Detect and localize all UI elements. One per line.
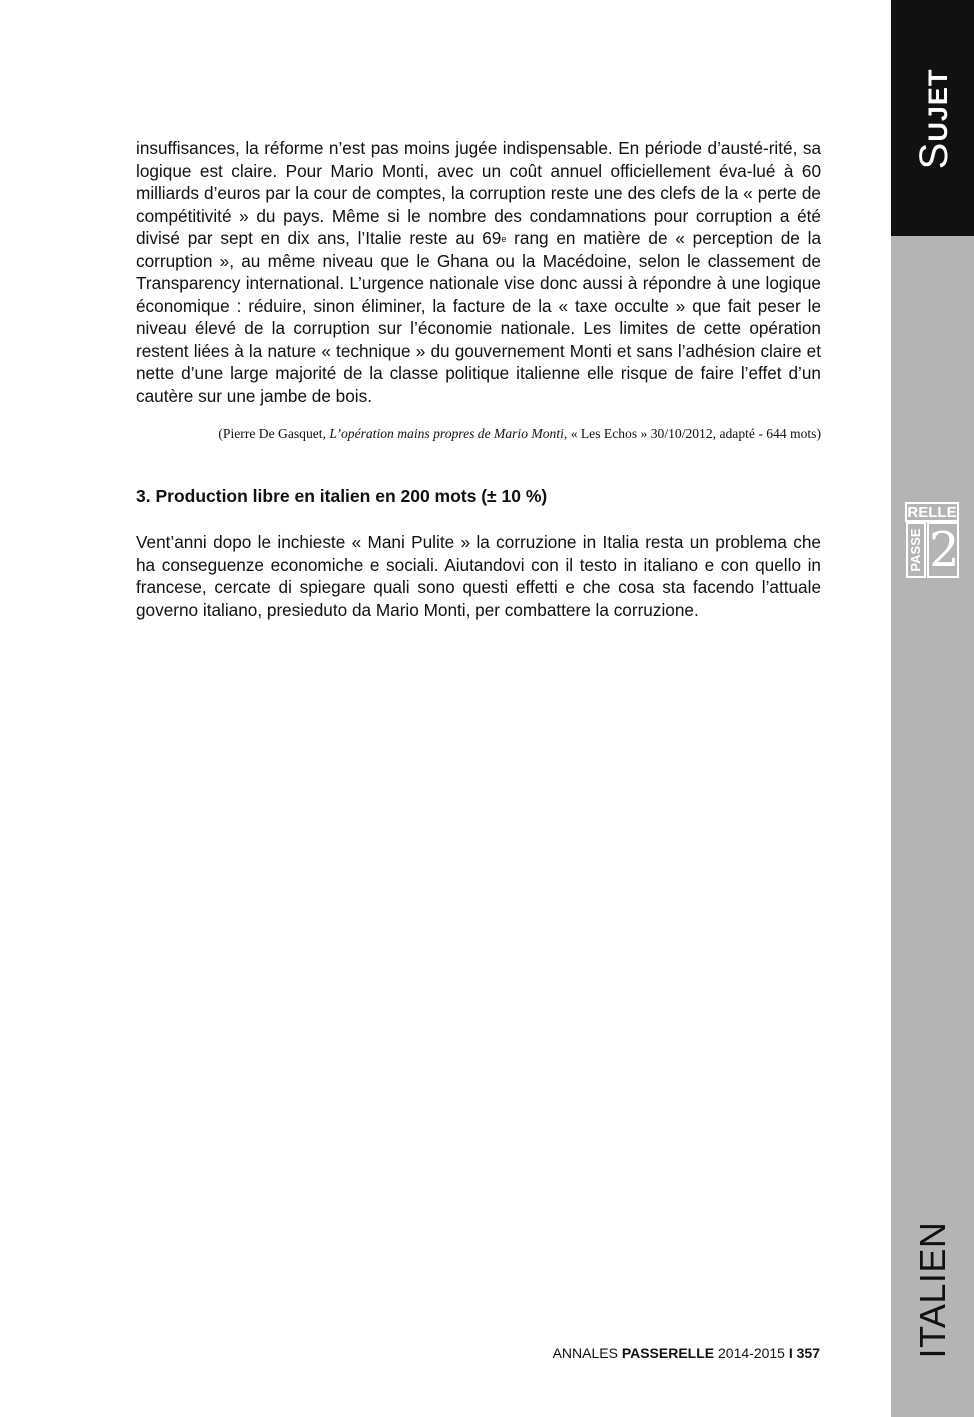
logo-number: 2 [929, 522, 960, 578]
section-label [914, 49, 954, 189]
page-footer [553, 1344, 820, 1362]
exercise-instructions: Vent’anni dopo le inchieste « Mani Pulite » la corruzione in Italia resta un problema che ha conseguenze economiche e sociali. Aiutandovi con il testo in italiano e con quello in francese, cercate di spiegare quali sono questi effetti e che cosa sta facendo l’attuale governo italiano, presieduto da Mario Monti, per combattere la corruzione. [136, 532, 821, 620]
footer-prefix: ANNALES [552, 1345, 622, 1361]
footer-separator: I [788, 1345, 793, 1361]
logo-passe: PASSE [906, 522, 926, 578]
logo-relle: RELLE [905, 502, 959, 522]
article-paragraph [136, 137, 821, 407]
footer-years: 2014-2015 [714, 1345, 789, 1361]
exercise-heading: 3. Production libre en italien en 200 mots (± 10 %) [136, 486, 548, 506]
citation-title: L’opération mains propres de Mario Monti [329, 426, 564, 441]
citation-source: , « Les Echos » 30/10/2012, adapté - 644 mots) [563, 426, 821, 441]
source-citation [136, 425, 821, 443]
section-label-initial: S [912, 141, 956, 170]
article-text: insuffisances, la réforme n’est pas moins jugée indispensable. En période d’austé-rité, sa logique est claire. Pour Mario Monti, avec un coût annuel officiellement éva-lué à 60 milliards d’euros par la cour de comptes, la corruption reste une des clefs de la « perte de compétitivité » du pays. Même si le nombre des condamnations pour corruption a été divisé par sept en dix ans, l’Italie reste au 69 [136, 138, 821, 248]
passerelle-logo [905, 502, 959, 578]
ordinal-superscript: e [501, 234, 507, 244]
citation-author: (Pierre De Gasquet, [218, 426, 330, 441]
subject-label: ITALIEN [912, 1221, 953, 1359]
page-number: 357 [792, 1345, 820, 1361]
page-content [136, 137, 821, 621]
footer-brand: PASSERELLE [621, 1345, 715, 1361]
section-label-rest: UJET [923, 68, 953, 142]
article-text-end: rang en matière de « perception de la corruption », au même niveau que le Ghana ou la Macédoine, selon le classement de Transparency international. L’urgence nationale vise donc aussi à répondre à une logique économique : réduire, sinon éliminer, la facture de la « taxe occulte » que fait peser le niveau élevé de la corruption sur l’économie nationale. Les limites de cette opération restent liées à la nature « technique » du gouvernement Monti et sans l’adhésion claire et nette d’une large majorité de la classe politique italienne elle risque de faire l’effet d’un cautère sur une jambe de bois. [136, 228, 821, 406]
